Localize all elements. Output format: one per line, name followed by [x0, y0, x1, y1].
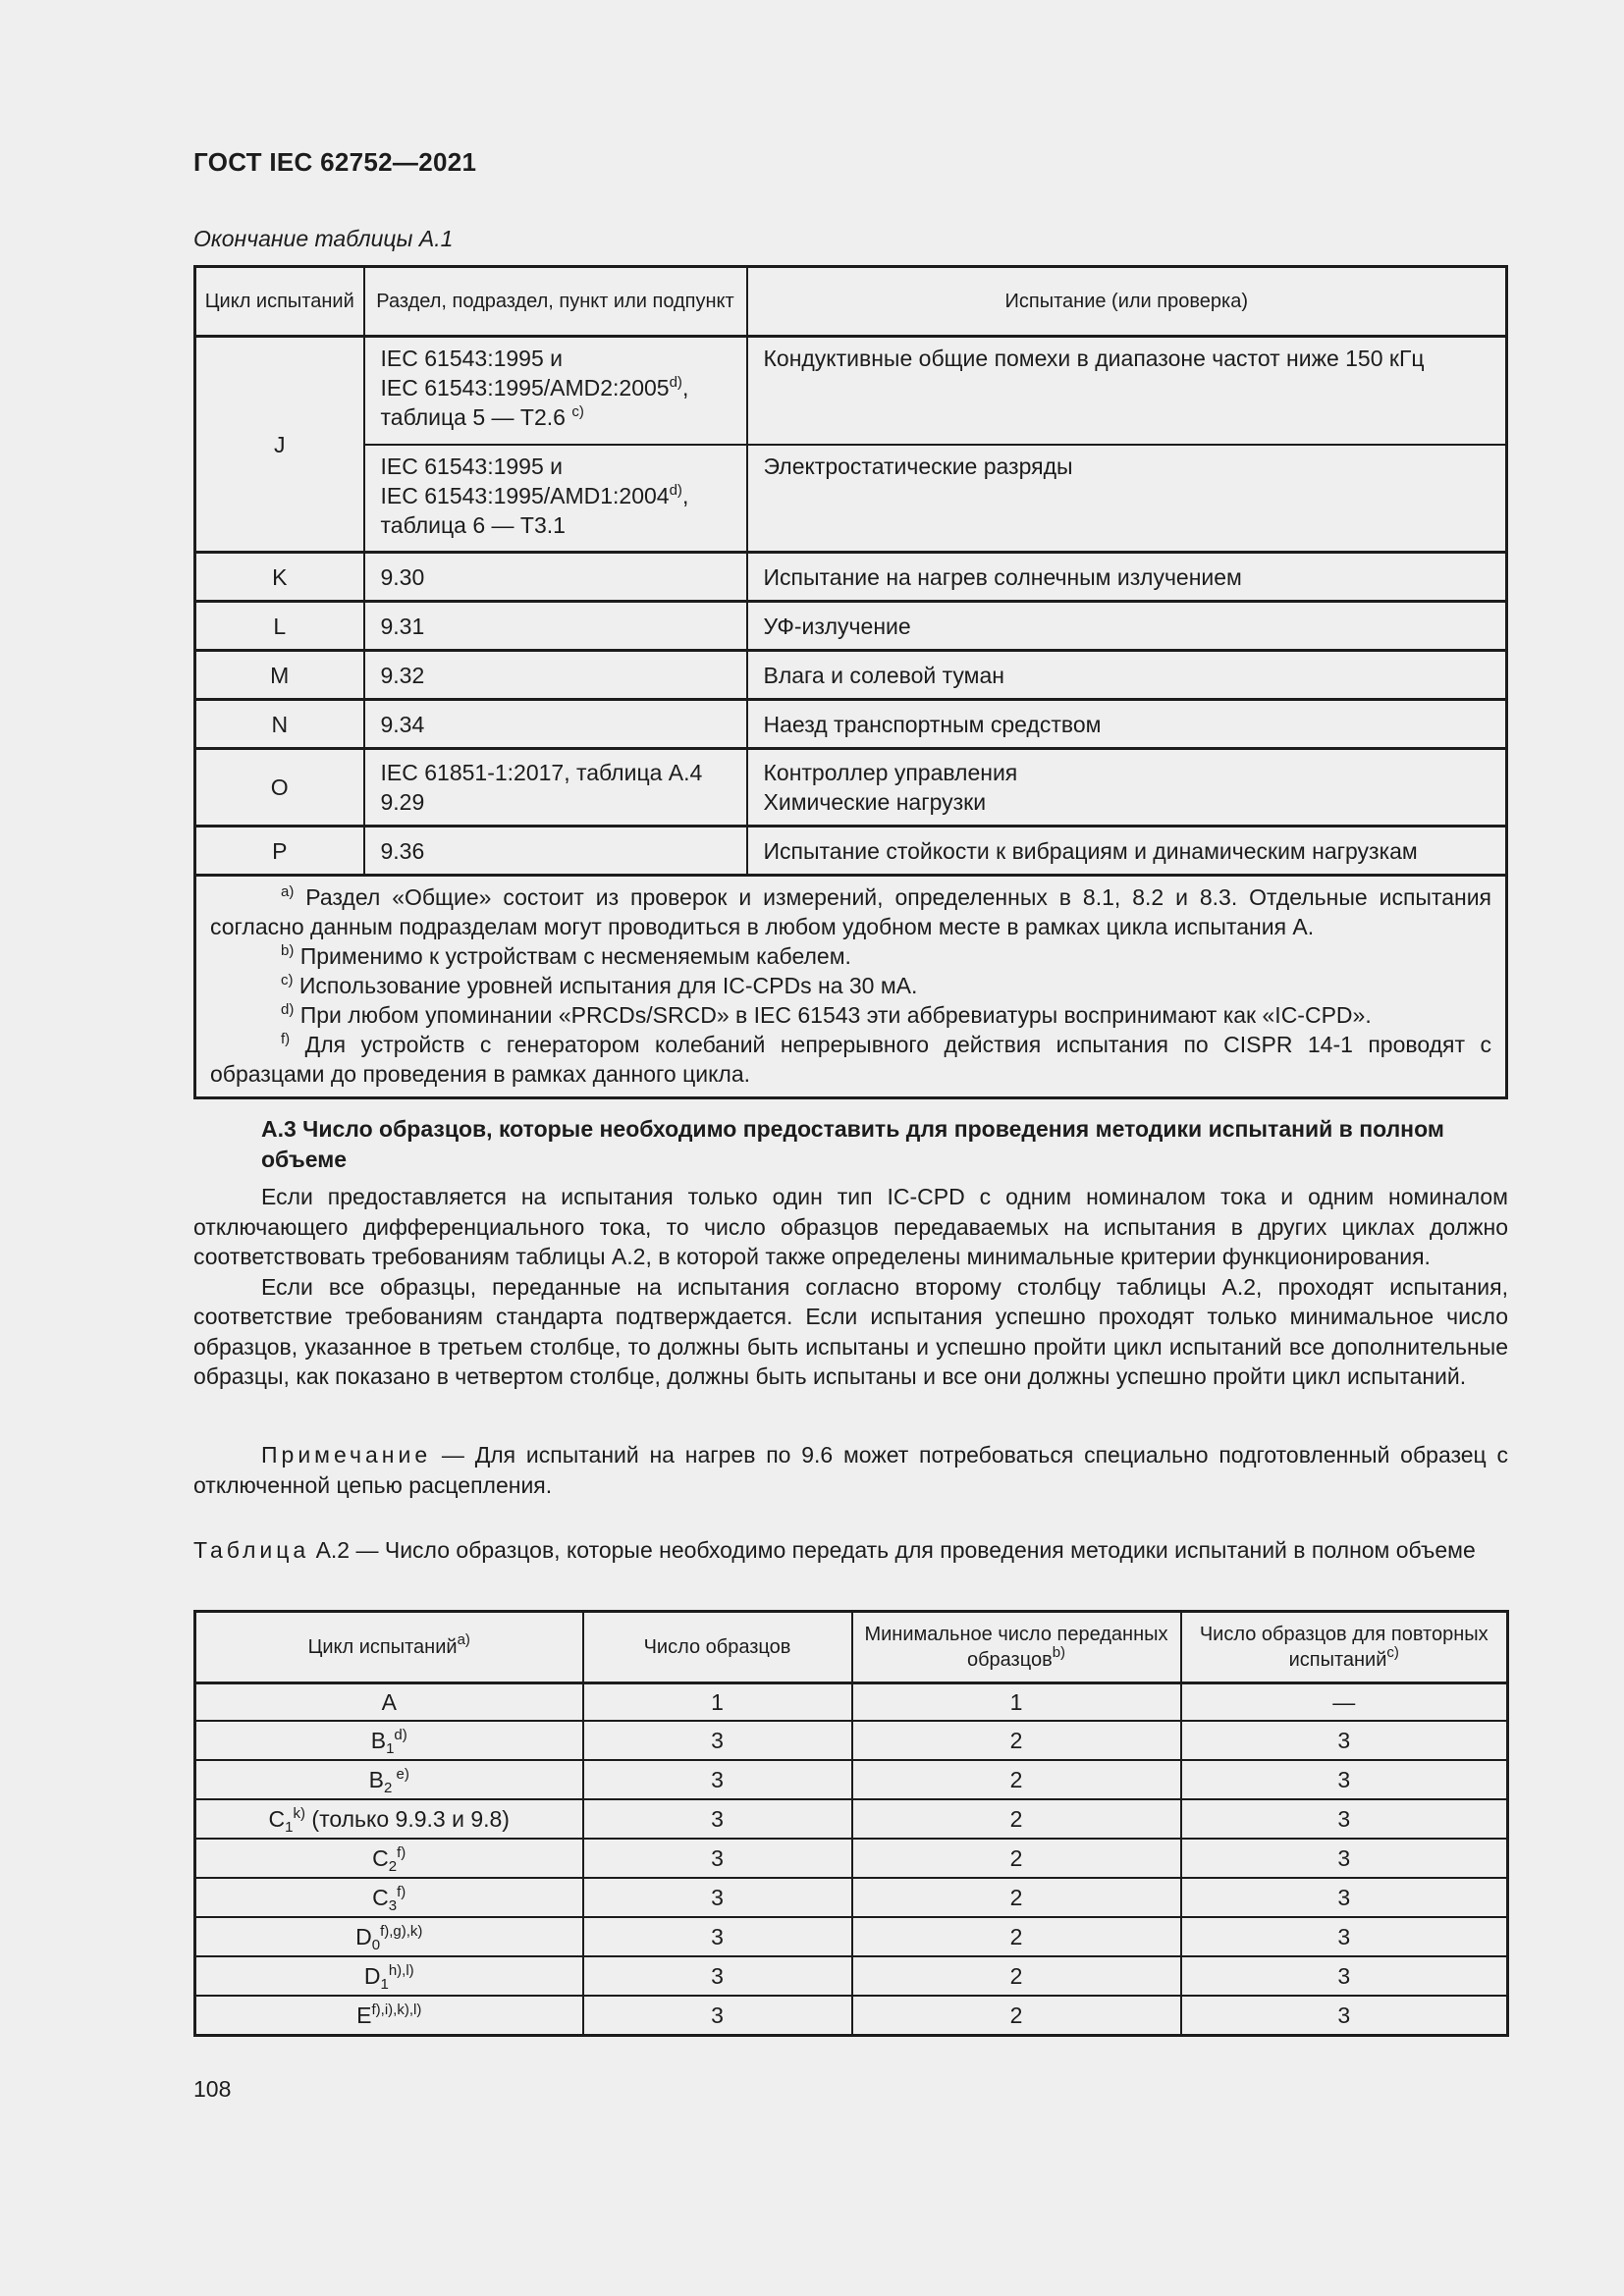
cycle-cell: M [195, 651, 364, 700]
table-row [195, 651, 1507, 700]
cycle-letter: B [370, 1727, 387, 1753]
footnote [210, 1030, 1491, 1089]
table1-header-row [195, 267, 1507, 337]
footnote-mark: h),l) [388, 1961, 414, 1979]
min-count-cell: 2 [852, 1917, 1181, 1956]
cycle-subscript: 0 [371, 1936, 381, 1953]
cycle-letter: C [372, 1884, 389, 1910]
repeat-count-cell: 3 [1181, 1878, 1508, 1917]
footnote-text: Использование уровней испытания для IC-CPDs на 30 мА. [293, 973, 918, 998]
note-paragraph [193, 1440, 1508, 1500]
cycle-cell: N [195, 700, 364, 749]
repeat-count-cell: 3 [1181, 1839, 1508, 1878]
test-cell: Влага и солевой туман [747, 651, 1507, 700]
count-cell: 3 [583, 1917, 852, 1956]
count-cell: 3 [583, 1956, 852, 1996]
cycle-cell [195, 1917, 583, 1956]
cycle-letter: B [368, 1766, 384, 1792]
cycle-cell: K [195, 553, 364, 602]
footnote-mark: b) [281, 942, 295, 959]
min-count-cell: 2 [852, 1996, 1181, 2036]
footnote-mark: f) [397, 1843, 406, 1861]
note-label: Примечание [261, 1442, 432, 1468]
footnote-mark: b) [1052, 1644, 1066, 1661]
table-row [195, 553, 1507, 602]
table-a2 [193, 1610, 1509, 2037]
paragraph: Если все образцы, переданные на испытания согласно второму столбцу таблицы А.2, проходят испытания, соответствие требованиям стандарта подтверждается. Если испытания успешно проходят только минимальное число образцов, указанное в третьем столбце, то должны быть испытаны и успешно пройти цикл испытаний все дополнительные образцы, как показано в четвертом столбце, должны быть испытаны и все они должны успешно пройти цикл испытаний. [193, 1273, 1508, 1389]
test-cell: Наезд транспортным средством [747, 700, 1507, 749]
test-cell: Кондуктивные общие помехи в диапазоне частот ниже 150 кГц [747, 337, 1507, 445]
test-cell: Испытание на нагрев солнечным излучением [747, 553, 1507, 602]
table-a1 [193, 265, 1508, 1099]
repeat-count-cell: 3 [1181, 1917, 1508, 1956]
count-cell: 3 [583, 1760, 852, 1799]
table-row [195, 1956, 1508, 1996]
section-cell: 9.32 [364, 651, 747, 700]
cycle-cell [195, 1721, 583, 1760]
min-count-cell: 1 [852, 1683, 1181, 1722]
table-row [195, 1878, 1508, 1917]
cycle-cell: L [195, 602, 364, 651]
section-line: IEC 61543:1995/AMD2:2005 [380, 375, 670, 400]
header-text: Число образцов для повторных испытаний [1199, 1624, 1489, 1671]
footnote-text: При любом упоминании «PRCDs/SRCD» в IEC 61543 эти аббревиатуры воспринимают как «IC-CPD». [294, 1002, 1372, 1028]
table2-header-row [195, 1612, 1508, 1683]
cycle-cell [195, 1799, 583, 1839]
min-count-cell: 2 [852, 1956, 1181, 1996]
min-count-cell: 2 [852, 1760, 1181, 1799]
test-line: Контроллер управления [763, 760, 1018, 785]
section-line: 9.29 [380, 789, 425, 815]
table-row [195, 1721, 1508, 1760]
cycle-subscript: 1 [386, 1739, 395, 1757]
footnote-text: Раздел «Общие» состоит из проверок и измерений, определенных в 8.1, 8.2 и 8.3. Отдельные испытания согласно данным подразделам могут проводиться в любом удобном месте в рамках цикла испытания А. [210, 884, 1491, 939]
table-row [195, 1683, 1508, 1722]
footnote-text: Для устройств с генератором колебаний непрерывного действия испытания по CISPR 14-1 проводят с образцами до проведения в рамках данного цикла. [210, 1032, 1491, 1087]
cycle-letter: D [355, 1923, 372, 1949]
test-cell: УФ-излучение [747, 602, 1507, 651]
min-count-cell: 2 [852, 1839, 1181, 1878]
cycle-cell: J [195, 337, 364, 553]
section-line: IEC 61543:1995/AMD1:2004 [380, 482, 670, 508]
cycle-cell [195, 1956, 583, 1996]
cycle-letter: A [381, 1688, 397, 1715]
footnote-mark: f) [397, 1883, 406, 1900]
section-cell: 9.34 [364, 700, 747, 749]
table1-caption: Окончание таблицы А.1 [193, 226, 454, 251]
table-row [195, 602, 1507, 651]
min-count-cell: 2 [852, 1878, 1181, 1917]
cycle-subscript: 1 [380, 1975, 389, 1993]
footnote-text: Применимо к устройствам с несменяемым кабелем. [294, 943, 851, 969]
page-number: 108 [193, 2076, 232, 2102]
cycle-cell: O [195, 749, 364, 827]
section-cell [364, 749, 747, 827]
cycle-subscript: 2 [383, 1779, 393, 1796]
table1-header-cycle: Цикл испытаний [195, 267, 364, 337]
table-row [195, 337, 1507, 445]
table-row [195, 1760, 1508, 1799]
cycle-cell [195, 1839, 583, 1878]
cycle-subscript: 2 [388, 1857, 398, 1875]
section-cell: 9.36 [364, 827, 747, 876]
section-line: IEC 61851-1:2017, таблица А.4 [380, 760, 703, 785]
table1-header-section: Раздел, подраздел, пункт или подпункт [364, 267, 747, 337]
cycle-letter: D [363, 1962, 381, 1989]
table2-caption [193, 1536, 1508, 1565]
footnote-mark: d) [669, 481, 682, 499]
test-cell [747, 749, 1507, 827]
section-cell [364, 445, 747, 553]
cycle-subscript: 1 [285, 1818, 294, 1836]
paragraph: Если предоставляется на испытания только один тип IC-CPD с одним номиналом тока и одним номиналом отключающего дифференциального тока, то число образцов передаваемых на испытания в других циклах должно соответствовать требованиям таблицы А.2, в которой также определены минимальные критерии функционирования. [193, 1184, 1508, 1269]
footnote-mark: c) [1386, 1644, 1399, 1661]
section-line: IEC 61543:1995 и [380, 346, 563, 371]
table-row [195, 1799, 1508, 1839]
table-row [195, 1839, 1508, 1878]
table-row [195, 1917, 1508, 1956]
section-line: , [681, 375, 689, 400]
footnote [210, 882, 1491, 941]
table1-notes-row [195, 876, 1507, 1098]
footnote [210, 1000, 1491, 1030]
repeat-count-cell: — [1181, 1683, 1508, 1722]
test-cell: Испытание стойкости к вибрациям и динамическим нагрузкам [747, 827, 1507, 876]
count-cell: 3 [583, 1878, 852, 1917]
table2-header-count [583, 1612, 852, 1683]
footnote [210, 971, 1491, 1000]
footnote-mark: d) [394, 1726, 407, 1743]
table2-header-min [852, 1612, 1181, 1683]
count-cell: 3 [583, 1799, 852, 1839]
section-cell [364, 337, 747, 445]
header-text: Минимальное число переданных образцов [864, 1624, 1168, 1671]
cycle-subscript: 3 [388, 1896, 398, 1914]
repeat-count-cell: 3 [1181, 1760, 1508, 1799]
count-cell: 3 [583, 1839, 852, 1878]
min-count-cell: 2 [852, 1721, 1181, 1760]
section-line: таблица 6 — Т3.1 [380, 511, 566, 538]
cycle-letter: E [356, 2002, 372, 2028]
count-cell: 1 [583, 1683, 852, 1722]
repeat-count-cell: 3 [1181, 1956, 1508, 1996]
count-cell: 3 [583, 1721, 852, 1760]
section-line: IEC 61543:1995 и [380, 453, 563, 479]
repeat-count-cell: 3 [1181, 1996, 1508, 2036]
footnote-mark: f) [281, 1031, 291, 1047]
section-a3-title: А.3 Число образцов, которые необходимо предоставить для проведения методики испытаний в полном объеме [261, 1116, 1444, 1172]
table-row [195, 700, 1507, 749]
footnote-mark: e) [392, 1765, 409, 1783]
cycle-cell [195, 1683, 583, 1722]
document-header: ГОСТ IEC 62752—2021 [193, 147, 477, 177]
table-row [195, 827, 1507, 876]
table1-header-test: Испытание (или проверка) [747, 267, 1507, 337]
cycle-cell [195, 1878, 583, 1917]
table1-footnotes [195, 876, 1507, 1098]
count-cell: 3 [583, 1996, 852, 2036]
table2-caption-text: А.2 — Число образцов, которые необходимо передать для проведения методики испытаний в полном объеме [309, 1537, 1476, 1563]
section-line: , [681, 482, 689, 508]
table2-body [195, 1683, 1508, 2036]
section-cell: 9.31 [364, 602, 747, 651]
header-text: Число образцов [643, 1636, 791, 1658]
cycle-letter: C [372, 1844, 389, 1871]
footnote-mark: a) [281, 883, 295, 900]
table-row [195, 1996, 1508, 2036]
footnote-mark: d) [281, 1001, 295, 1018]
test-line: Химические нагрузки [763, 789, 987, 815]
section-cell: 9.30 [364, 553, 747, 602]
cycle-cell [195, 1996, 583, 2036]
cycle-note: (только 9.9.3 и 9.8) [305, 1805, 510, 1832]
section-line: таблица 5 — Т2.6 [380, 404, 572, 430]
cycle-letter: C [268, 1805, 286, 1832]
min-count-cell: 2 [852, 1799, 1181, 1839]
repeat-count-cell: 3 [1181, 1799, 1508, 1839]
test-cell: Электростатические разряды [747, 445, 1507, 553]
table2-header-repeat [1181, 1612, 1508, 1683]
footnote-mark: f),i),k),l) [371, 2001, 422, 2018]
repeat-count-cell: 3 [1181, 1721, 1508, 1760]
table2-header-cycle [195, 1612, 583, 1683]
footnote-mark: c) [571, 403, 584, 420]
table-row [195, 749, 1507, 827]
note-text: — Для испытаний на нагрев по 9.6 может потребоваться специально подготовленный образец с отключенной цепью расцепления. [193, 1442, 1508, 1498]
footnote [210, 941, 1491, 971]
table2-caption-label: Таблица [193, 1537, 310, 1563]
cycle-cell [195, 1760, 583, 1799]
section-a3-body [193, 1182, 1508, 1392]
footnote-mark: d) [669, 374, 682, 391]
cycle-cell: P [195, 827, 364, 876]
footnote-mark: f),g),k) [380, 1922, 423, 1940]
footnote-mark: k) [293, 1804, 306, 1822]
header-text: Цикл испытаний [307, 1636, 458, 1658]
table-row [195, 445, 1507, 553]
footnote-mark: c) [281, 972, 294, 988]
footnote-mark: a) [457, 1631, 470, 1648]
